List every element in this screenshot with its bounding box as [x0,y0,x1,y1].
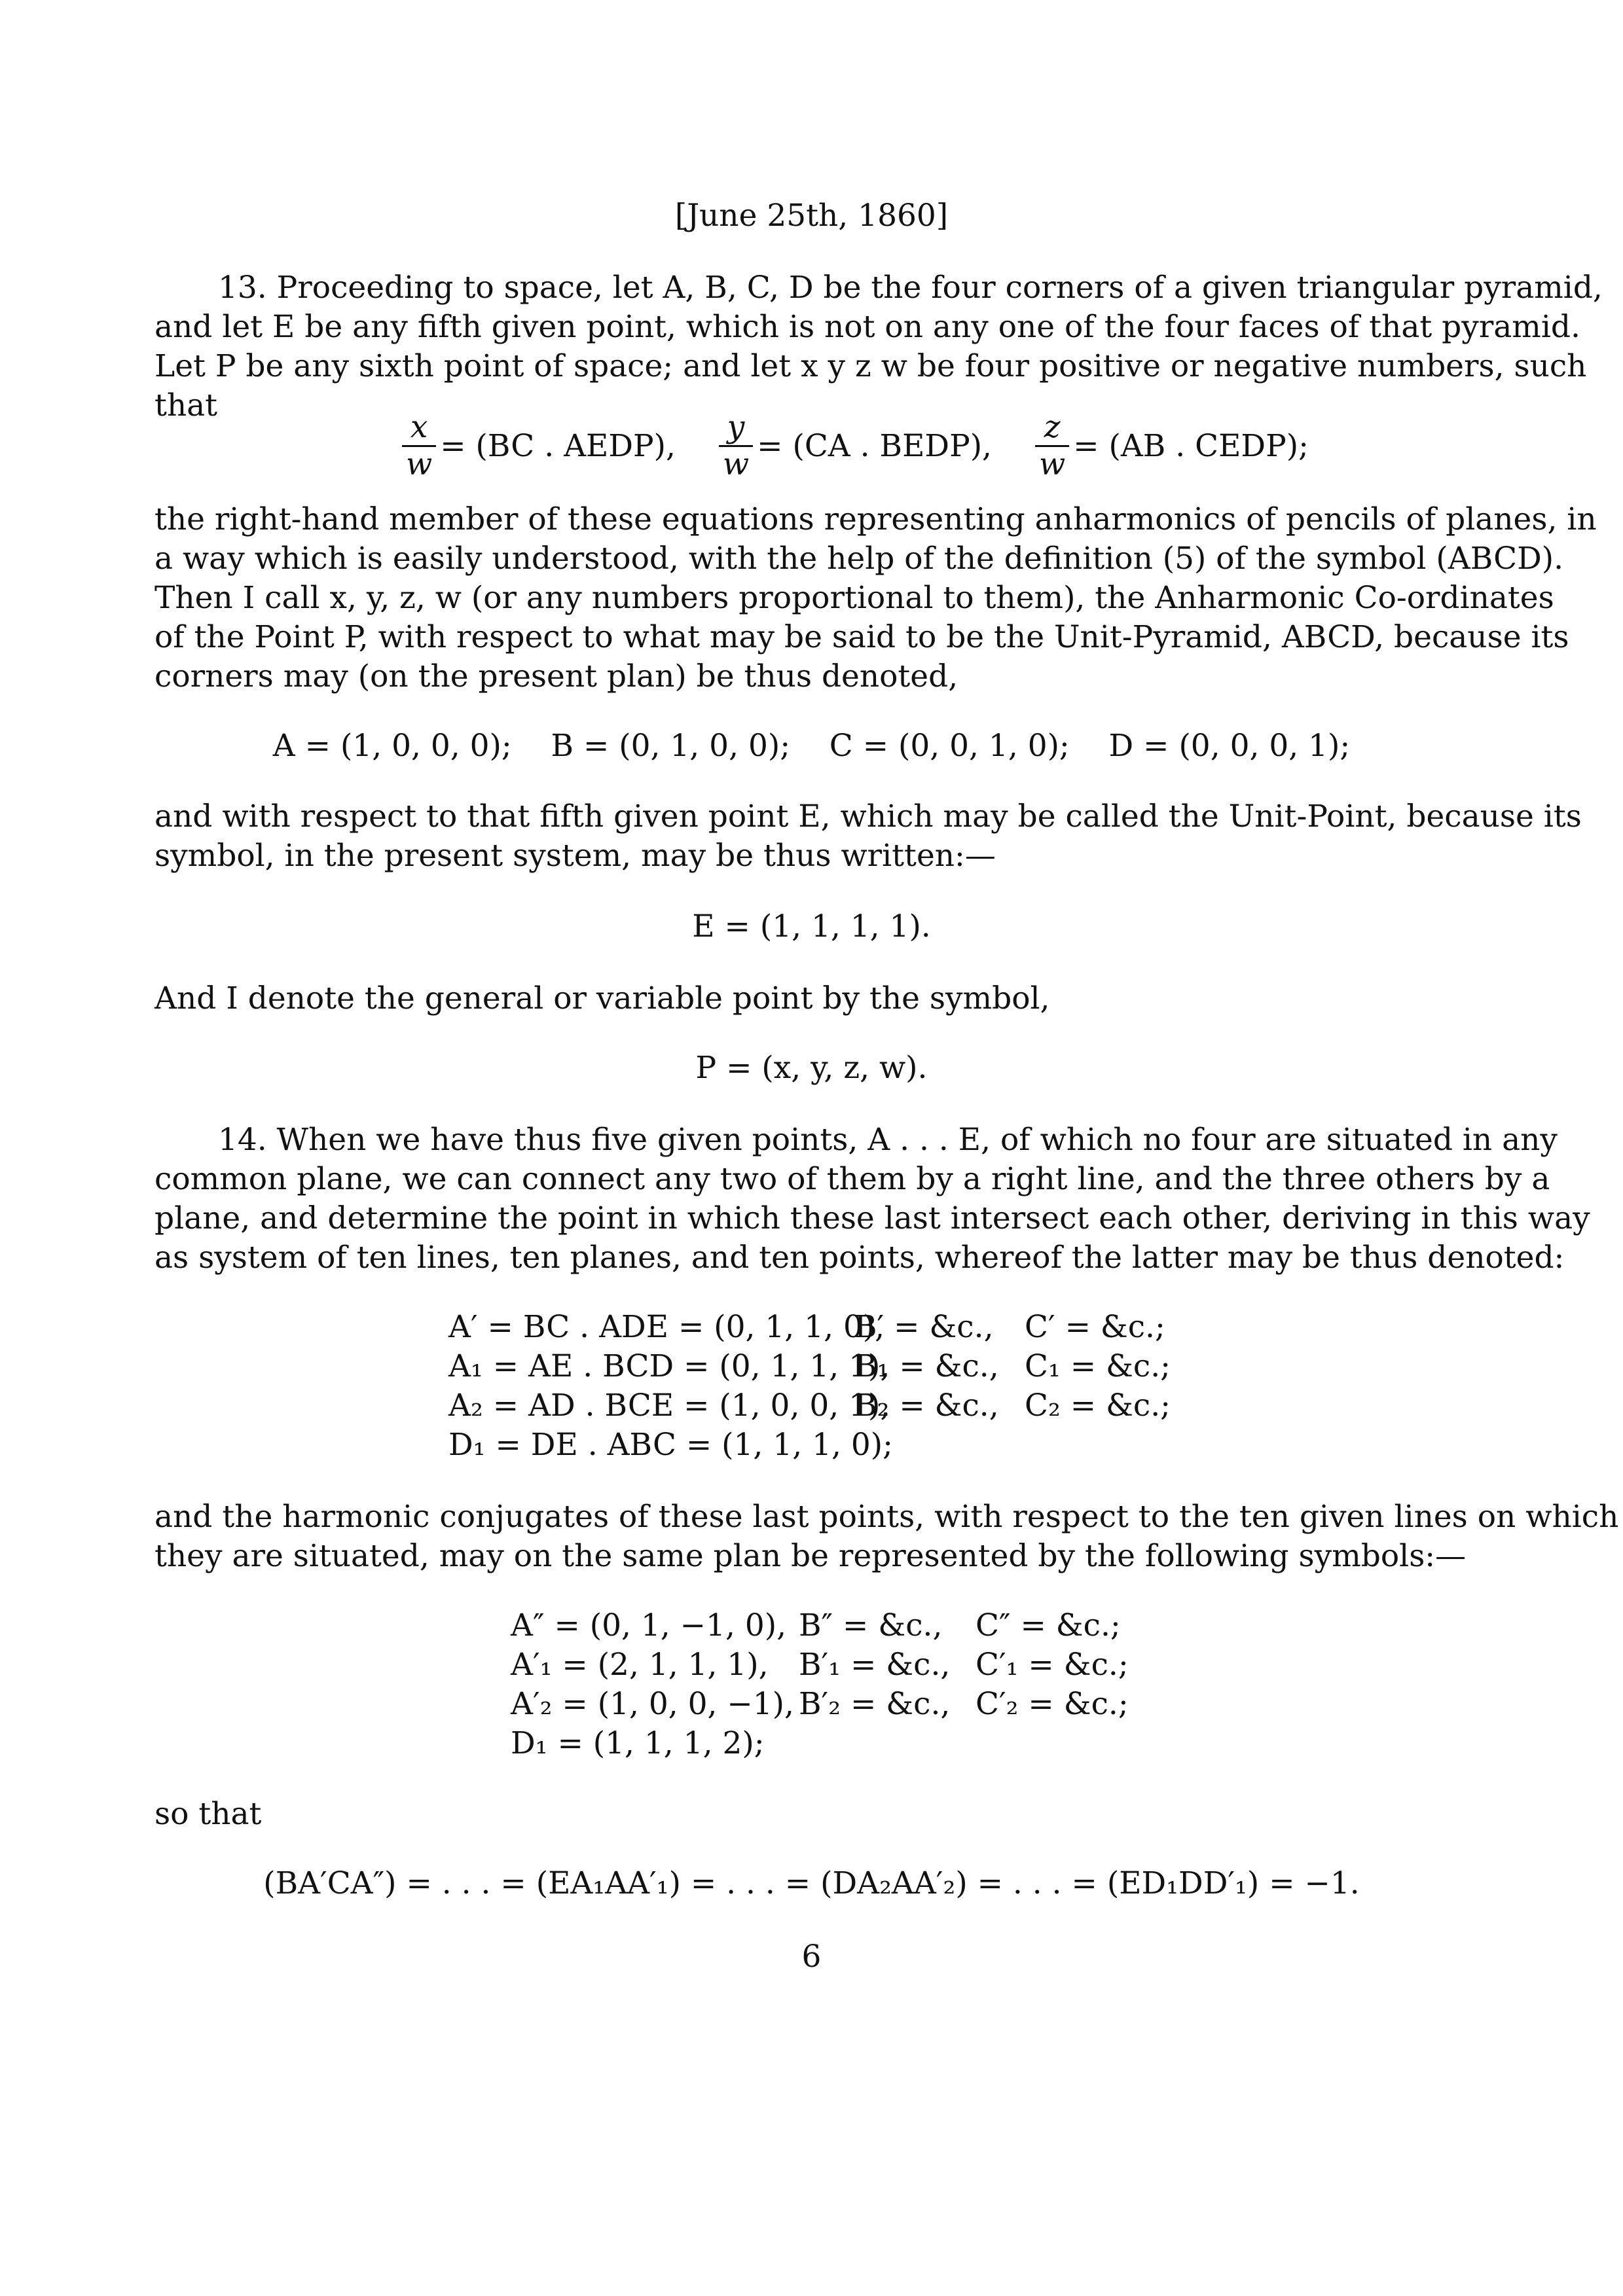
conjugate-definition: C′₁ = &c.; [976,1647,1129,1683]
equation-rhs: = (AB . CEDP); [1073,428,1309,464]
point-definition: D₁ = DE . ABC = (1, 1, 1, 0); [448,1427,893,1463]
fraction-equation [398,410,1309,482]
point-definition: A′ = BC . ADE = (0, 1, 1, 0), [448,1309,885,1345]
corners-equation: A = (1, 0, 0, 0); B = (0, 1, 0, 0); C = (0, 0, 1, 0); D = (0, 0, 0, 1); [272,728,1351,764]
unit-point-equation: E = (1, 1, 1, 1). [692,908,931,944]
final-equation: (BA′CA″) = . . . = (EA₁AA′₁) = . . . = (DA₂AA′₂) = . . . = (ED₁DD′₁) = −1. [263,1865,1360,1901]
conjugate-row [511,1607,1121,1643]
paragraph-14-line-5: and the harmonic conjugates of these last points, with respect to the ten given lines on which [155,1499,1619,1535]
equation-rhs: = (BC . AEDP), [440,428,676,464]
general-point-equation: P = (x, y, z, w). [695,1050,928,1086]
fraction-numerator: z [1035,410,1069,447]
conjugate-row [511,1686,1129,1722]
point-definition: A₁ = AE . BCD = (0, 1, 1, 1), [448,1348,890,1384]
conjugate-definition: C′₂ = &c.; [976,1686,1129,1722]
point-definition: B′ = &c., [854,1309,994,1345]
paragraph-14-line-1: 14. When we have thus five given points, A . . . E, of which no four are situated in any [218,1122,1558,1158]
point-definition: C₂ = &c.; [1025,1388,1171,1424]
fraction-z-over-w [1035,410,1069,482]
paragraph-13-line-2: and let E be any fifth given point, which is not on any one of the four faces of that pyramid. [155,309,1580,345]
conjugate-definition: B′₂ = &c., [799,1686,951,1722]
point-definition: B₁ = &c., [854,1348,999,1384]
point-definition: C′ = &c.; [1025,1309,1165,1345]
point-definition: A₂ = AD . BCE = (1, 0, 0, 1), [448,1388,890,1424]
fraction-numerator: x [402,410,436,447]
paragraph-14-line-3: plane, and determine the point in which these last intersect each other, deriving in this way [155,1200,1590,1236]
points-row [448,1348,1171,1384]
paragraph-13-line-5: the right-hand member of these equations representing anharmonics of pencils of planes, in [155,501,1597,537]
conjugate-row [511,1647,1129,1683]
paragraph-14-line-7: so that [155,1796,262,1832]
conjugate-definition: A′₂ = (1, 0, 0, −1), [511,1686,794,1722]
conjugate-definition: B′₁ = &c., [799,1647,951,1683]
conjugate-definition: B″ = &c., [799,1607,943,1643]
paragraph-14-line-4: as system of ten lines, ten planes, and ten points, whereof the latter may be thus denoted: [155,1240,1565,1276]
points-row [448,1427,893,1463]
fraction-denominator: w [406,446,433,482]
fraction-numerator: y [719,410,753,447]
conjugate-definition: A′₁ = (2, 1, 1, 1), [511,1647,769,1683]
point-definition: C₁ = &c.; [1025,1348,1171,1384]
paragraph-13-line-12: And I denote the general or variable point by the symbol, [155,980,1050,1016]
fraction-x-over-w [402,410,436,482]
paragraph-13-line-3: Let P be any sixth point of space; and let x y z w be four positive or negative numbers, such [155,348,1587,384]
paragraph-13-line-4: that [155,387,218,423]
paragraph-13-line-1: 13. Proceeding to space, let A, B, C, D be the four corners of a given triangular pyramid, [218,270,1603,306]
conjugate-definition: D₁ = (1, 1, 1, 2); [511,1725,765,1761]
points-row [448,1388,1171,1424]
points-row [448,1309,1165,1345]
paragraph-13-line-10: and with respect to that fifth given point E, which may be called the Unit-Point, because its [155,798,1582,834]
conjugate-definition: C″ = &c.; [976,1607,1121,1643]
paragraph-13-line-8: of the Point P, with respect to what may be said to be the Unit-Pyramid, ABCD, because its [155,619,1569,655]
date-header: [June 25th, 1860] [674,198,949,234]
paragraph-13-line-7: Then I call x, y, z, w (or any numbers proportional to them), the Anharmonic Co-ordinates [155,580,1554,616]
paragraph-13-line-6: a way which is easily understood, with the help of the definition (5) of the symbol (ABCD). [155,541,1564,577]
conjugate-row [511,1725,799,1761]
fraction-denominator: w [1038,446,1066,482]
paragraph-14-line-6: they are situated, may on the same plan be represented by the following symbols:— [155,1538,1467,1574]
equation-rhs: = (CA . BEDP), [757,428,992,464]
page-number: 6 [801,1939,822,1975]
paragraph-13-line-11: symbol, in the present system, may be thus written:— [155,838,996,874]
conjugate-definition: A″ = (0, 1, −1, 0), [511,1607,787,1643]
fraction-denominator: w [722,446,750,482]
paragraph-13-line-9: corners may (on the present plan) be thus denoted, [155,658,958,694]
paragraph-14-line-2: common plane, we can connect any two of them by a right line, and the three others by a [155,1161,1550,1197]
fraction-y-over-w [719,410,753,482]
point-definition: B₂ = &c., [854,1388,999,1424]
